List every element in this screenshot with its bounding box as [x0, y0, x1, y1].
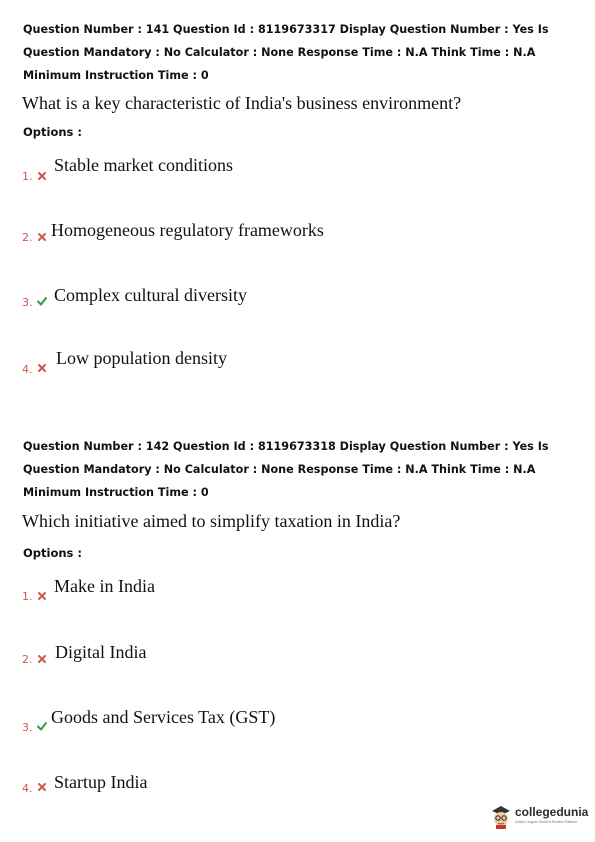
option-text: Startup India [54, 772, 148, 792]
cross-icon [37, 654, 47, 664]
option-text: Low population density [56, 348, 227, 368]
option-number: 1. [22, 170, 33, 183]
collegedunia-logo [489, 800, 589, 832]
option-text: Stable market conditions [54, 155, 233, 175]
option-number: 2. [22, 653, 33, 666]
check-icon [37, 721, 47, 731]
option-number: 2. [22, 231, 33, 244]
option-text: Make in India [54, 576, 155, 596]
cross-icon [37, 363, 47, 373]
option-1 [0, 155, 595, 185]
option-number: 1. [22, 590, 33, 603]
option-3 [0, 707, 595, 737]
option-3 [0, 285, 595, 315]
option-2 [0, 642, 595, 672]
check-icon [37, 296, 47, 306]
question-meta: Question Number : 141 Question Id : 8119673317 Display Question Number : Yes Is Question Mandatory : No Calculator : None Response Time : N.A Think Time : N.A Minimum Instruction Time : 0 [23, 23, 549, 82]
cross-icon [37, 591, 47, 601]
option-4 [0, 772, 595, 802]
mascot-icon [489, 802, 513, 830]
options-label: Options : [23, 546, 82, 560]
option-number: 3. [22, 296, 33, 309]
question-text: Which initiative aimed to simplify taxation in India? [22, 511, 401, 531]
cross-icon [37, 782, 47, 792]
option-text: Homogeneous regulatory frameworks [51, 220, 324, 240]
cross-icon [37, 171, 47, 181]
option-text: Complex cultural diversity [54, 285, 247, 305]
cross-icon [37, 232, 47, 242]
question-meta: Question Number : 142 Question Id : 8119673318 Display Question Number : Yes Is Question Mandatory : No Calculator : None Response Time : N.A Think Time : N.A Minimum Instruction Time : 0 [23, 440, 549, 499]
option-2 [0, 221, 595, 251]
option-number: 4. [22, 363, 33, 376]
options-label: Options : [23, 125, 82, 139]
logo-tagline: India's Largest Student Review Platform [515, 820, 578, 824]
option-1 [0, 576, 595, 606]
option-text: Goods and Services Tax (GST) [51, 707, 276, 727]
question-text: What is a key characteristic of India's business environment? [22, 93, 462, 113]
option-number: 4. [22, 782, 33, 795]
logo-name: collegedunia [515, 805, 589, 819]
option-text: Digital India [55, 642, 147, 662]
option-number: 3. [22, 721, 33, 734]
option-4 [0, 348, 595, 378]
